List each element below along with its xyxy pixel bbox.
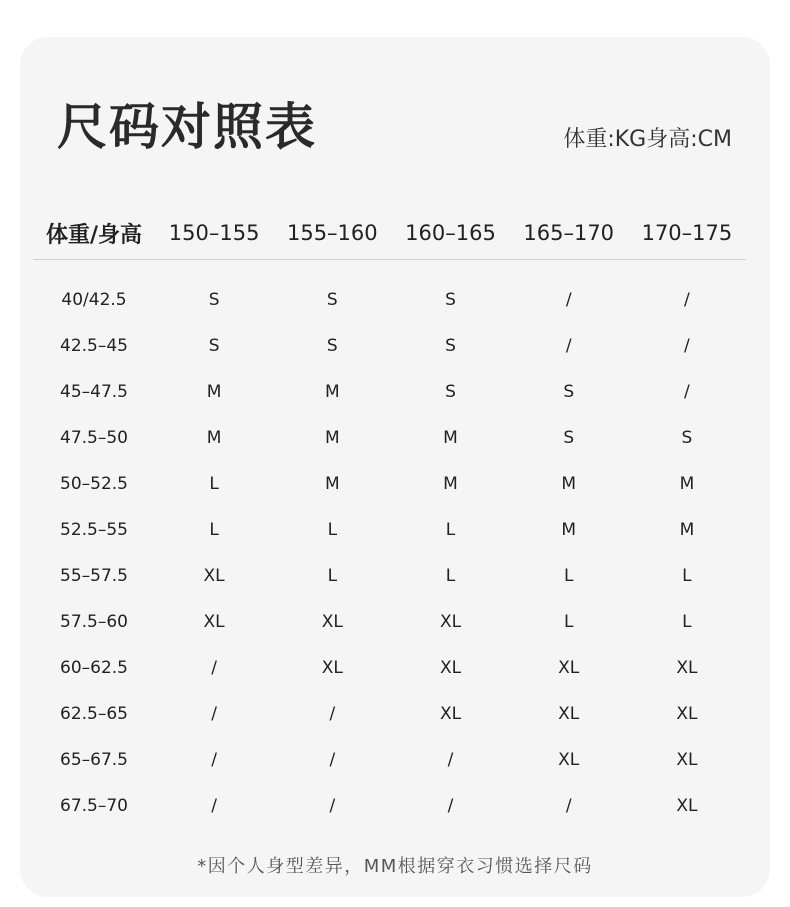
- size-cell: M: [443, 428, 458, 448]
- size-cell: S: [326, 290, 338, 310]
- size-cell: M: [443, 474, 458, 494]
- size-cell: L: [445, 566, 456, 586]
- size-cell: /: [329, 796, 336, 816]
- table-row: [33, 691, 746, 737]
- size-cell: L: [209, 520, 219, 540]
- height-header: 160–165: [405, 221, 496, 245]
- size-cell: S: [208, 290, 220, 310]
- weight-cell: 65–67.5: [60, 750, 128, 770]
- unit-label: 体重:KG身高:CM: [563, 127, 732, 152]
- size-cell: /: [329, 750, 336, 770]
- size-cell: /: [211, 796, 217, 816]
- table-header-row: [33, 207, 746, 260]
- size-cell: XL: [676, 704, 698, 724]
- table-row: [33, 277, 746, 323]
- weight-cell: 62.5–65: [60, 704, 128, 724]
- size-cell: /: [684, 382, 690, 402]
- size-cell: M: [206, 382, 222, 402]
- weight-cell: 67.5–70: [60, 796, 128, 816]
- height-header: 165–170: [523, 221, 615, 245]
- size-cell: /: [447, 796, 454, 816]
- table-row: [33, 553, 746, 599]
- size-cell: S: [445, 382, 456, 402]
- size-cell: M: [561, 520, 577, 540]
- size-cell: L: [445, 520, 456, 540]
- size-cell: XL: [558, 658, 580, 678]
- size-cell: S: [563, 428, 575, 448]
- size-cell: M: [324, 428, 340, 448]
- size-cell: L: [682, 612, 692, 632]
- size-cell: M: [679, 520, 695, 540]
- size-cell: S: [445, 290, 456, 310]
- size-cell: L: [563, 612, 574, 632]
- table-row: [33, 645, 746, 691]
- size-cell: S: [563, 382, 575, 402]
- size-cell: /: [211, 704, 217, 724]
- size-cell: XL: [676, 750, 698, 770]
- corner-header: 体重/身高: [45, 222, 143, 248]
- height-header: 170–175: [641, 221, 733, 245]
- size-cell: /: [684, 336, 690, 356]
- size-cell: /: [211, 658, 217, 678]
- height-header: 155–160: [286, 221, 378, 245]
- table-row: [33, 323, 746, 369]
- size-cell: XL: [203, 612, 225, 632]
- size-cell: /: [211, 750, 217, 770]
- size-cell: XL: [321, 612, 343, 632]
- size-cell: /: [684, 290, 690, 310]
- size-cell: /: [565, 336, 572, 356]
- size-cell: L: [209, 474, 219, 494]
- table-row: [33, 737, 746, 783]
- size-cell: L: [682, 566, 692, 586]
- weight-cell: 55–57.5: [60, 566, 128, 586]
- size-cell: L: [563, 566, 574, 586]
- weight-cell: 60–62.5: [60, 658, 128, 678]
- weight-cell: 47.5–50: [60, 428, 128, 448]
- size-cell: S: [445, 336, 456, 356]
- table-row: [33, 507, 746, 553]
- table-row: [33, 369, 746, 415]
- size-cell: M: [324, 382, 340, 402]
- size-cell: L: [327, 520, 338, 540]
- size-cell: XL: [203, 566, 225, 586]
- size-cell: M: [206, 428, 222, 448]
- weight-cell: 57.5–60: [60, 612, 128, 632]
- weight-cell: 45–47.5: [60, 382, 128, 402]
- size-cell: M: [561, 474, 577, 494]
- size-cell: S: [208, 336, 220, 356]
- size-cell: XL: [676, 796, 698, 816]
- size-cell: XL: [439, 704, 462, 724]
- size-cell: /: [329, 704, 336, 724]
- size-cell: /: [447, 750, 454, 770]
- size-cell: S: [326, 336, 338, 356]
- weight-cell: 50–52.5: [60, 474, 128, 494]
- page-title: 尺码对照表: [57, 98, 317, 156]
- table-row: [33, 461, 746, 507]
- size-cell: XL: [439, 612, 462, 632]
- size-cell: /: [565, 290, 572, 310]
- footnote: *因个人身型差异，MM根据穿衣习惯选择尺码: [197, 856, 593, 877]
- table-body: [33, 277, 746, 829]
- size-cell: /: [565, 796, 572, 816]
- size-table: [33, 207, 746, 829]
- size-cell: M: [324, 474, 340, 494]
- size-cell: XL: [558, 704, 580, 724]
- weight-cell: 42.5–45: [60, 336, 128, 356]
- table-row: [33, 599, 746, 645]
- height-header: 150–155: [168, 221, 260, 245]
- size-cell: XL: [676, 658, 698, 678]
- size-cell: S: [681, 428, 693, 448]
- table-row: [33, 783, 746, 829]
- size-cell: XL: [558, 750, 580, 770]
- size-cell: L: [327, 566, 338, 586]
- weight-cell: 52.5–55: [60, 520, 128, 540]
- size-cell: XL: [321, 658, 343, 678]
- size-cell: M: [679, 474, 695, 494]
- table-row: [33, 415, 746, 461]
- weight-cell: 40/42.5: [61, 290, 127, 310]
- size-cell: XL: [439, 658, 462, 678]
